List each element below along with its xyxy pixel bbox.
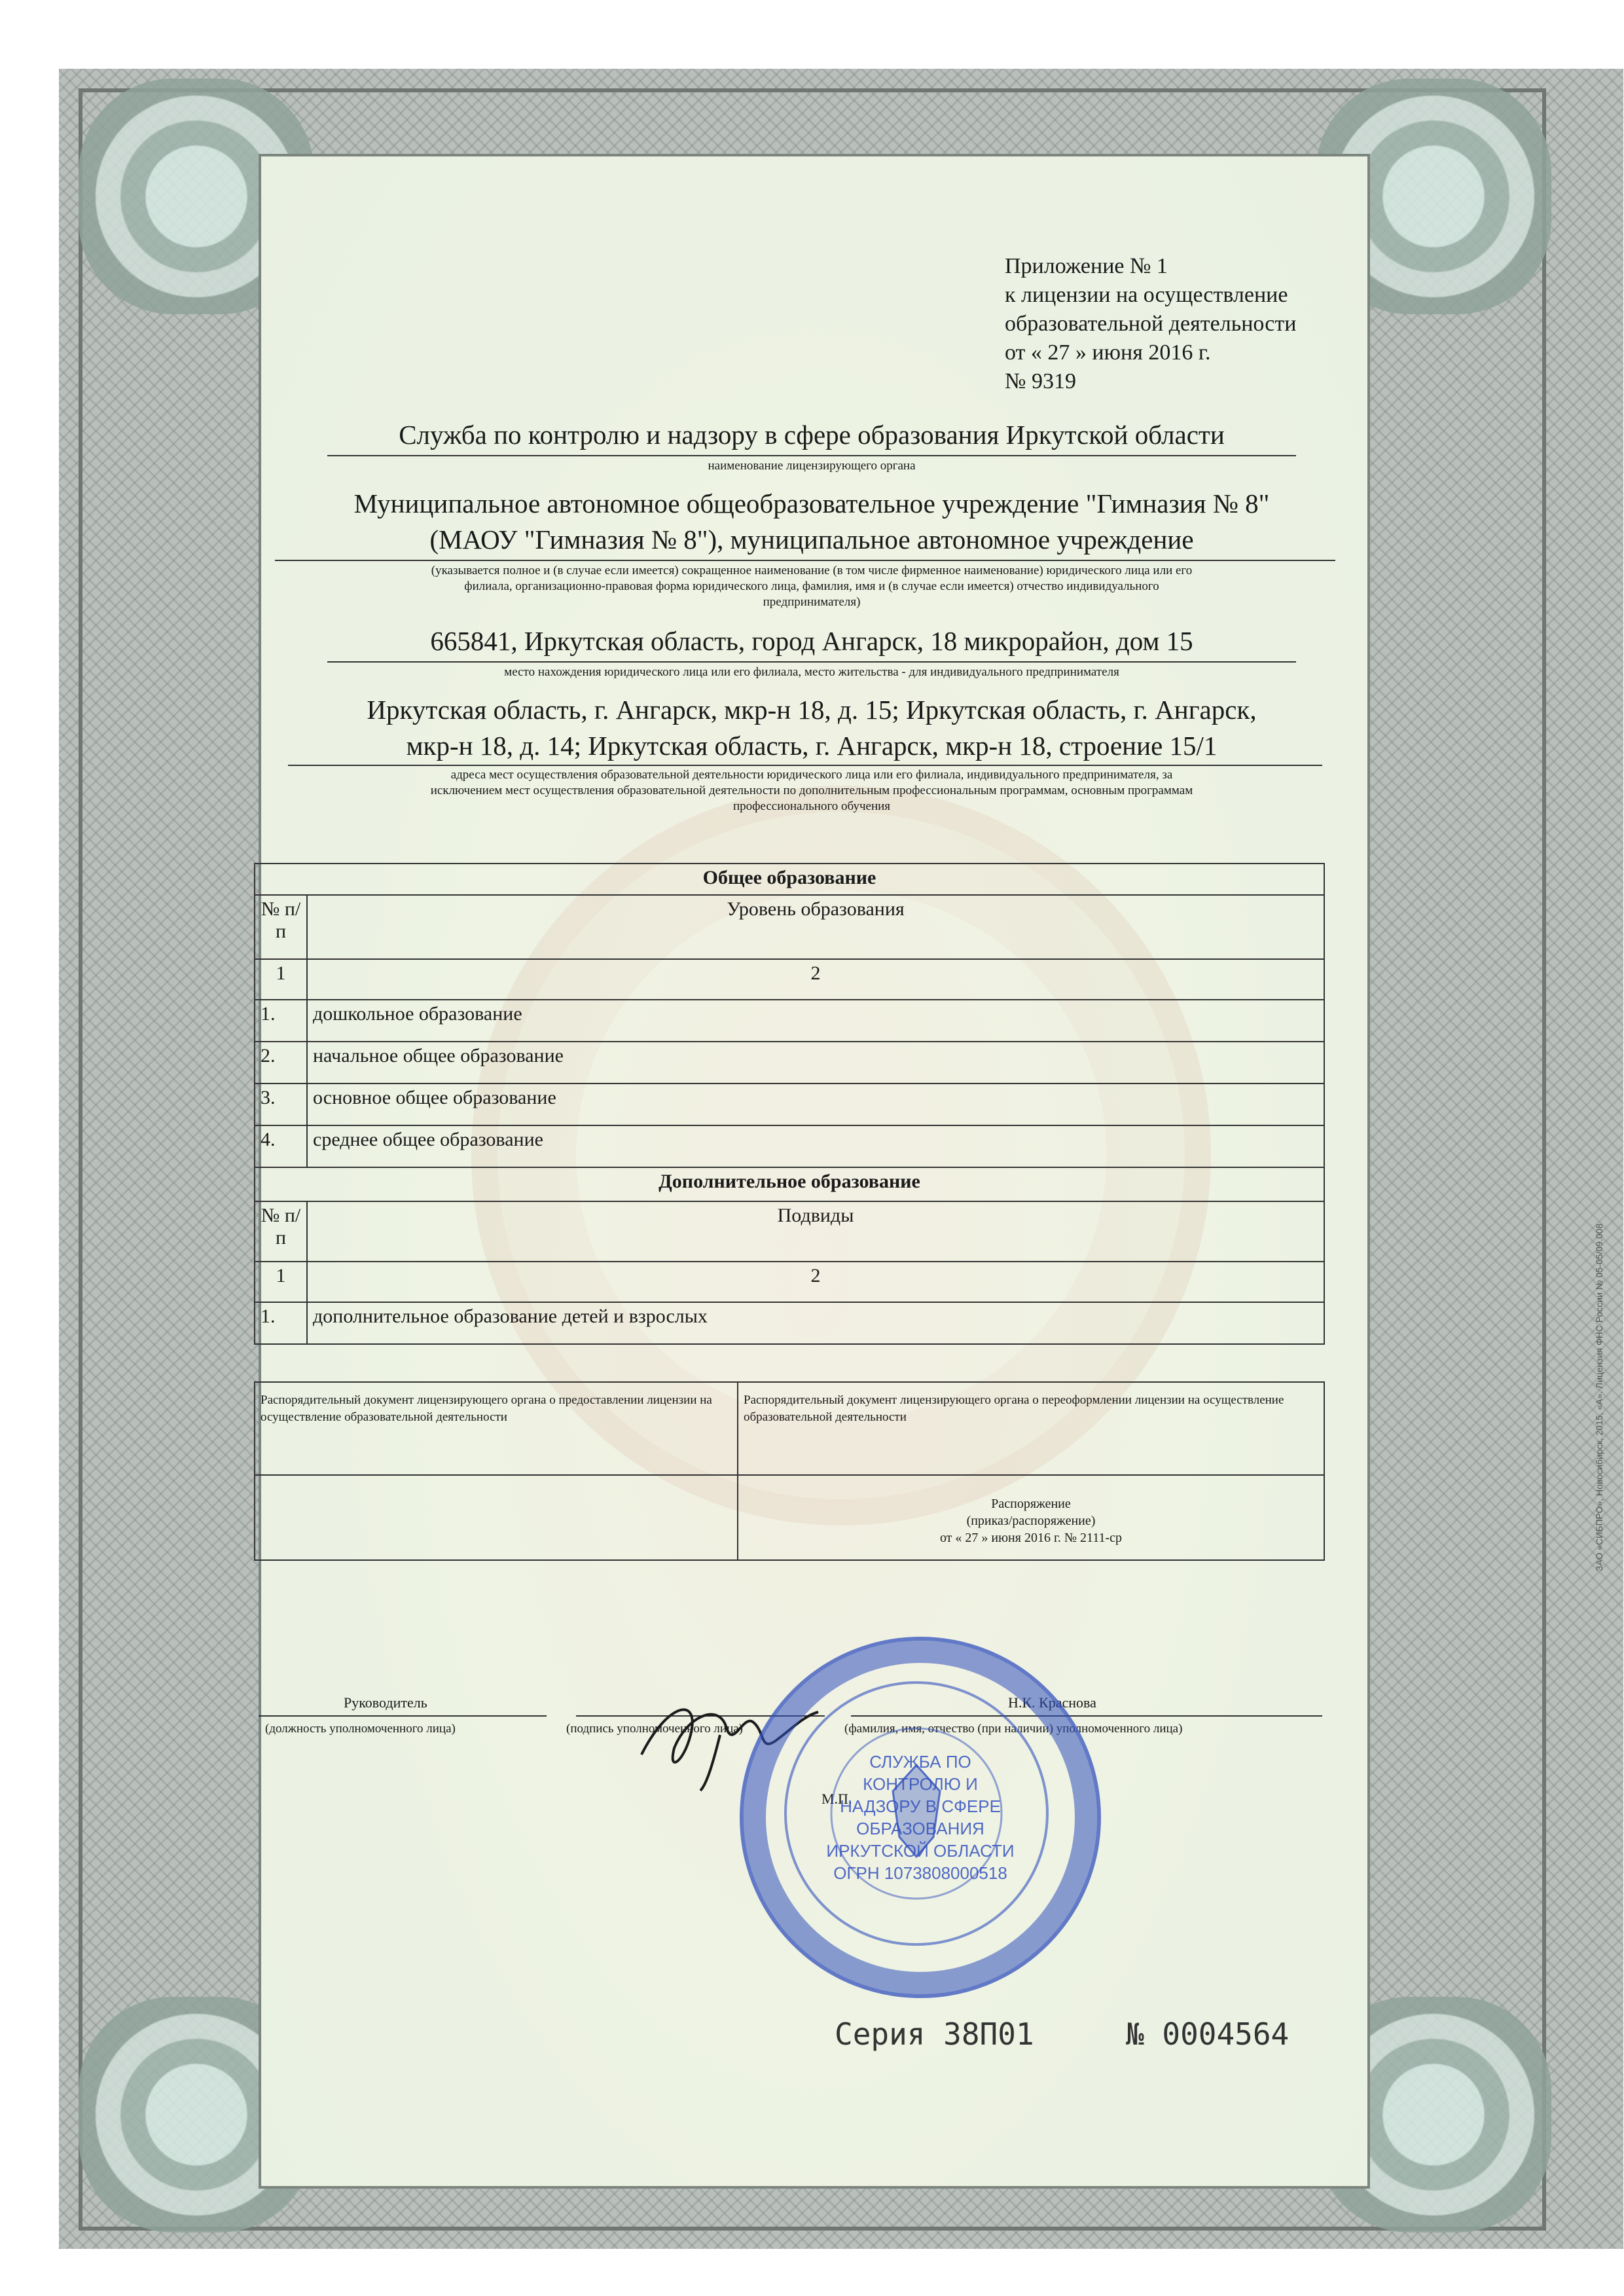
row-number: 1. xyxy=(255,1302,307,1344)
appendix-header xyxy=(1005,252,1345,396)
organization-caption: филиала, организационно-правовая форма юридического лица, фамилия, имя и (в случае если имеется) отчество индивидуального xyxy=(464,579,1159,593)
row-text: дошкольное образование xyxy=(307,1000,1324,1042)
appendix-line: № 9319 xyxy=(1005,369,1076,393)
printer-imprint: ЗАО «СИБПРО», Новосибирск, 2015, «А». Лицензия ФНС России № 05-05/09.008 xyxy=(1594,1223,1604,1571)
row-text: дополнительное образование детей и взрослых xyxy=(307,1302,1324,1344)
authority-caption: наименование лицензирующего органа xyxy=(708,459,916,473)
table-row xyxy=(255,1042,1324,1084)
row-number: 1. xyxy=(255,1000,307,1042)
reissue-document-value xyxy=(738,1475,1324,1560)
row-text: начальное общее образование xyxy=(307,1042,1324,1084)
signatory-position-caption: (должность уполномоченного лица) xyxy=(265,1722,456,1736)
divider xyxy=(275,560,1335,561)
activity-addresses-line2: мкр-н 18, д. 14; Иркутская область, г. Ангарск, мкр-н 18, строение 15/1 xyxy=(406,731,1218,761)
organization-name-line1: Муниципальное автономное общеобразовательное учреждение "Гимназия № 8" xyxy=(353,488,1270,519)
row-number: 2. xyxy=(255,1042,307,1084)
reissue-document-header: Распорядительный документ лицензирующего органа о переоформлении лицензии на осуществление образовательной деятельности xyxy=(738,1382,1324,1475)
divider xyxy=(288,765,1322,766)
table-row xyxy=(255,1000,1324,1042)
activity-addresses-line1: Иркутская область, г. Ангарск, мкр-н 18, д. 15; Иркутская область, г. Ангарск, xyxy=(367,695,1257,725)
table-row xyxy=(255,1125,1324,1167)
appendix-line: от « 27 » июня 2016 г. xyxy=(1005,340,1211,365)
row-text: среднее общее образование xyxy=(307,1125,1324,1167)
appendix-line: образовательной деятельности xyxy=(1005,312,1297,336)
appendix-line: к лицензии на осуществление xyxy=(1005,283,1288,307)
activity-addresses-caption: профессионального обучения xyxy=(732,799,891,813)
document-type: Распоряжение xyxy=(991,1497,1071,1511)
form-number: № 0004564 xyxy=(1126,2016,1290,2052)
form-series: Серия 38П01 xyxy=(835,2016,1034,2052)
signatory-position: Руководитель xyxy=(344,1694,427,1711)
column-index: 1 xyxy=(255,959,307,1000)
column-header-level: Уровень образования xyxy=(307,895,1324,959)
divider xyxy=(327,455,1296,456)
organization-caption: (указывается полное и (в случае если имеется) сокращенное наименование (в том числе фирменное наименование) юридического лица или его xyxy=(431,564,1193,577)
seal-text: СЛУЖБА ПО КОНТРОЛЮ И НАДЗОРУ В СФЕРЕ ОБРАЗОВАНИЯ ИРКУТСКОЙ ОБЛАСТИ ОГРН 1073808000518 xyxy=(826,1752,1015,1883)
legal-address: 665841, Иркутская область, город Ангарск, 18 микрорайон, дом 15 xyxy=(430,626,1193,656)
document-type-caption: (приказ/распоряжение) xyxy=(966,1514,1096,1528)
appendix-line: Приложение № 1 xyxy=(1005,254,1168,278)
general-education-title: Общее образование xyxy=(255,864,1324,895)
signature-caption: (подпись уполномоченного лица) xyxy=(566,1722,744,1736)
table-row xyxy=(255,1084,1324,1125)
issuance-document-value xyxy=(255,1475,738,1560)
seal-mark: М.П. xyxy=(821,1791,852,1807)
column-header-number: № п/п xyxy=(255,895,307,959)
activity-addresses-caption: исключением мест осуществления образовательной деятельности по дополнительным профессиональным программам, основным программам xyxy=(430,784,1193,797)
row-number: 4. xyxy=(255,1125,307,1167)
document-date-number: от « 27 » июня 2016 г. № 2111-ср xyxy=(939,1531,1123,1545)
row-text: основное общее образование xyxy=(307,1084,1324,1125)
organization-name-line2: (МАОУ "Гимназия № 8"), муниципальное автономное учреждение xyxy=(429,524,1194,555)
column-index: 2 xyxy=(307,1262,1324,1302)
signatory-name-caption: (фамилия, имя, отчество (при наличии) уполномоченного лица) xyxy=(844,1722,1183,1736)
additional-education-title: Дополнительное образование xyxy=(255,1167,1324,1201)
signatory-name: Н.К. Краснова xyxy=(1008,1694,1096,1711)
divider xyxy=(259,1715,547,1717)
divider xyxy=(327,661,1296,663)
authority-name: Служба по контролю и надзору в сфере образования Иркутской области xyxy=(399,420,1225,450)
column-header-number: № п/п xyxy=(255,1201,307,1262)
column-index: 2 xyxy=(307,959,1324,1000)
issuance-document-header: Распорядительный документ лицензирующего органа о предоставлении лицензии на осуществление образовательной деятельности xyxy=(255,1382,738,1475)
row-number: 3. xyxy=(255,1084,307,1125)
column-header-subtypes: Подвиды xyxy=(307,1201,1324,1262)
documents-table xyxy=(254,1381,1325,1561)
activity-addresses-caption: адреса мест осуществления образовательной деятельности юридического лица или его филиала, индивидуального предпринимателя, за xyxy=(450,768,1173,782)
organization-caption: предпринимателя) xyxy=(763,595,861,609)
table-row xyxy=(255,1302,1324,1344)
official-seal-stamp xyxy=(740,1637,1101,1998)
general-education-table xyxy=(254,863,1325,1345)
legal-address-caption: место нахождения юридического лица или его филиала, место жительства - для индивидуального предпринимателя xyxy=(504,665,1119,679)
column-index: 1 xyxy=(255,1262,307,1302)
